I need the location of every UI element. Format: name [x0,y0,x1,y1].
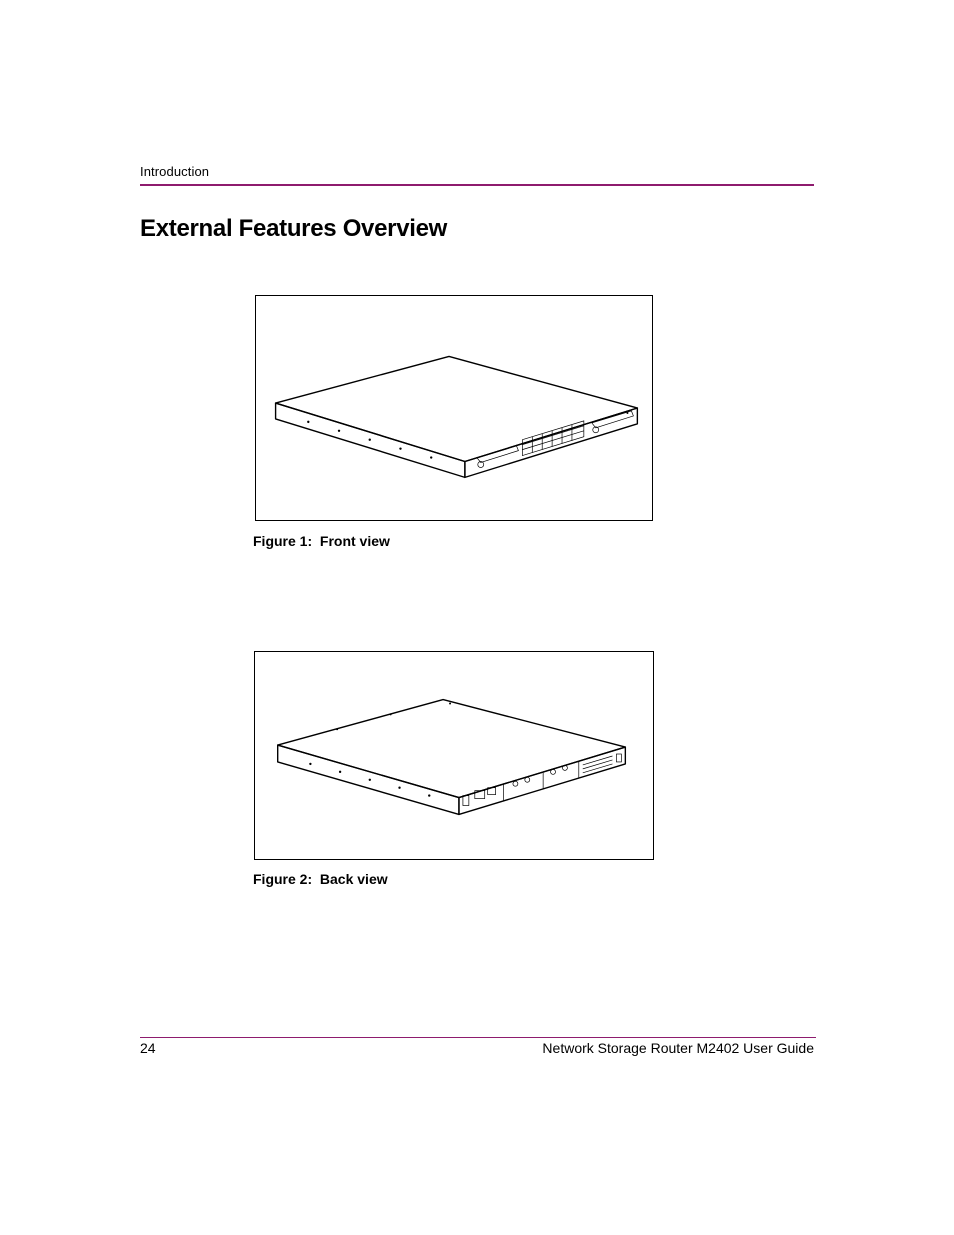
router-front-view-drawing [256,296,652,520]
section-title: External Features Overview [140,215,448,242]
figure-1-caption [253,533,390,549]
header-rule [140,184,814,186]
figure-2-caption [253,871,388,887]
figure-2-label: Figure 2: [253,871,313,887]
page-number: 24 [140,1040,156,1056]
router-back-view-drawing [255,652,653,859]
document-title: Network Storage Router M2402 User Guide [542,1040,814,1056]
figure-1-frame [255,295,653,521]
figure-2-caption-text: Back view [319,871,388,887]
running-head: Introduction [140,164,210,179]
figure-1-label: Figure 1: [253,533,313,549]
figure-1-caption-text: Front view [319,533,390,549]
figure-2-frame [254,651,654,860]
footer-rule [140,1037,816,1038]
